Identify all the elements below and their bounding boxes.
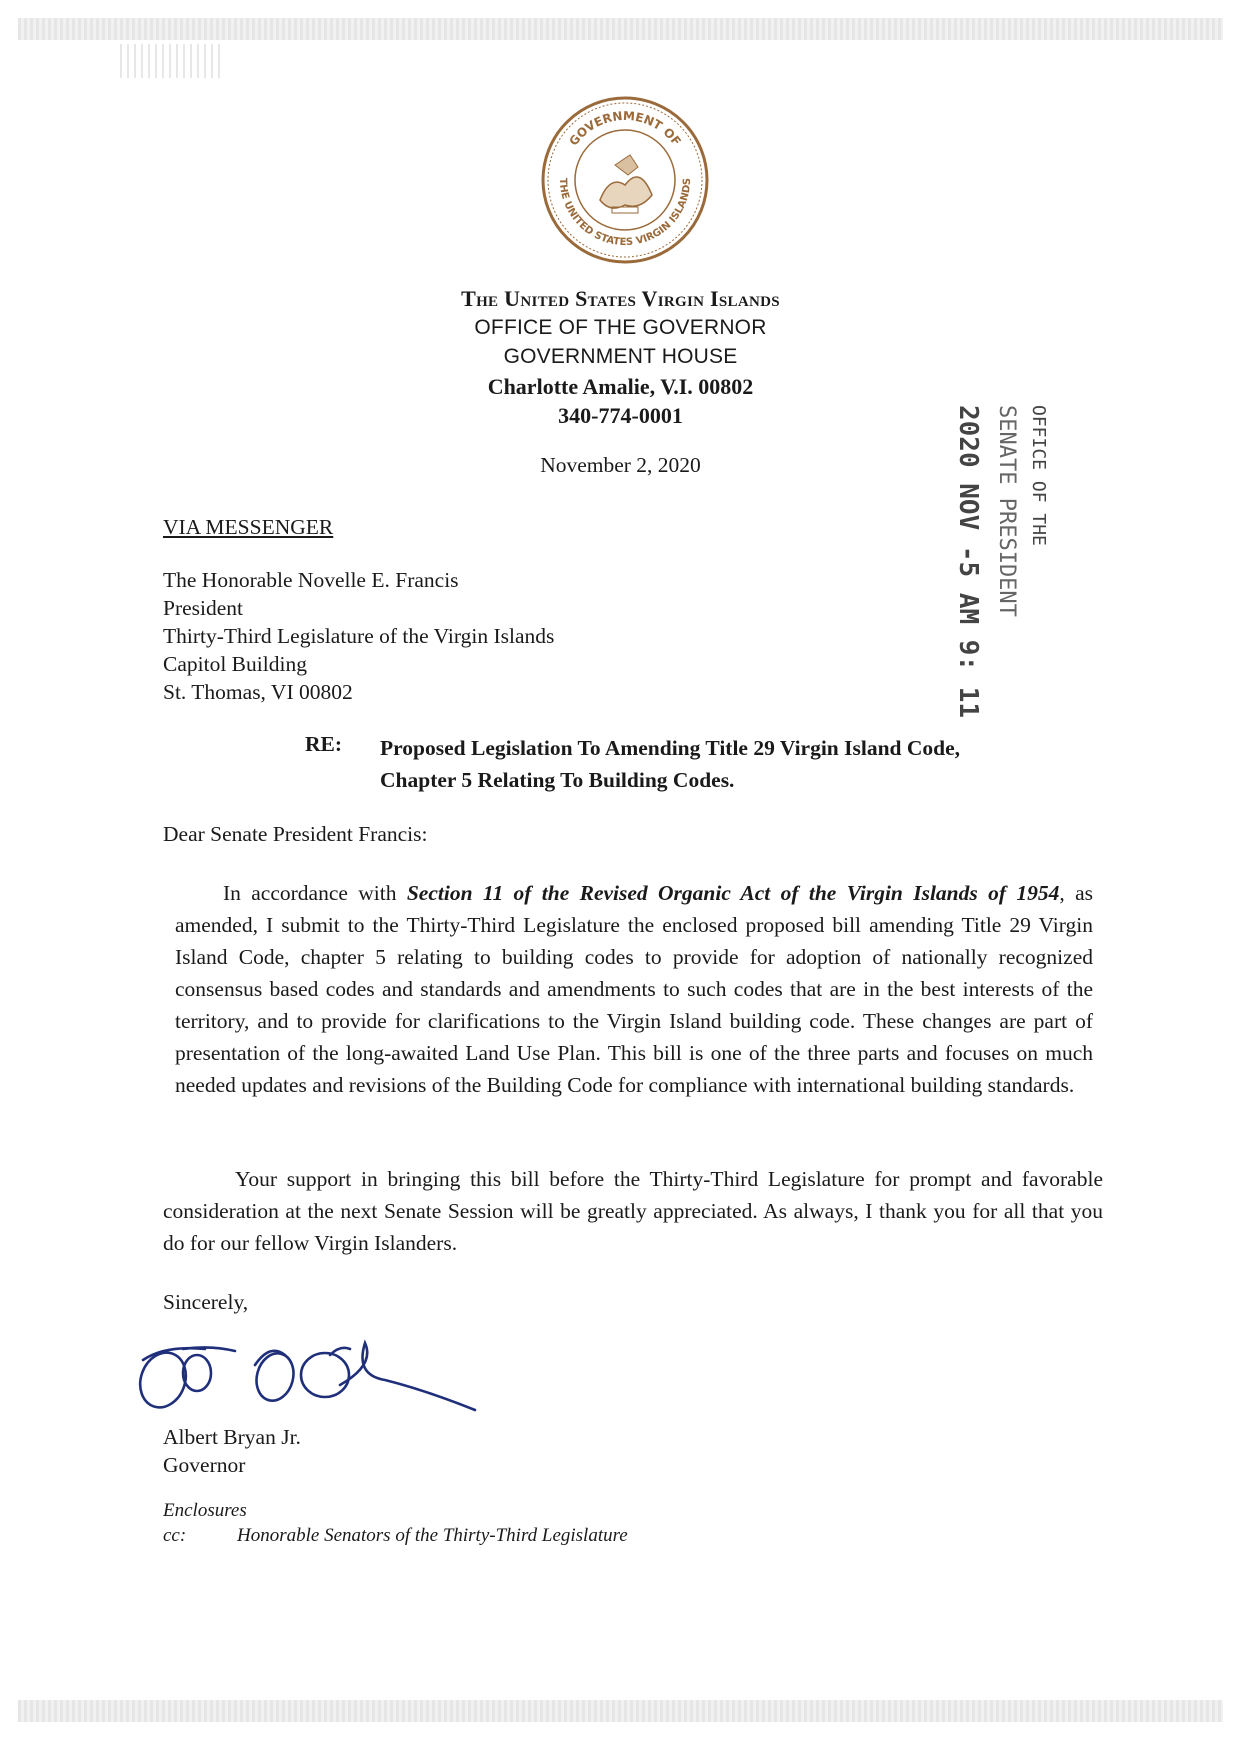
body-paragraph-1 xyxy=(175,877,1093,1101)
re-line-1: Proposed Legislation To Amending Title 29 Virgin Island Code, xyxy=(380,736,961,760)
seal-text-bottom: THE UNITED STATES VIRGIN ISLANDS xyxy=(556,177,694,249)
recipient-title: President xyxy=(163,596,244,620)
cc-label: cc: xyxy=(163,1525,187,1546)
recipient-building: Capitol Building xyxy=(163,652,307,676)
closing: Sincerely, xyxy=(163,1290,249,1314)
stamp-line-3: 2020 NOV -5 AM 9: 11 xyxy=(953,405,983,719)
recipient-org: Thirty-Third Legislature of the Virgin Islands xyxy=(163,624,555,648)
signer-title: Governor xyxy=(163,1453,246,1477)
seal-text-top: GOVERNMENT OF xyxy=(566,108,684,149)
body1-emphasis: Section 11 of the Revised Organic Act of the Virgin Islands of 1954 xyxy=(406,881,1060,905)
letterhead-house: GOVERNMENT HOUSE xyxy=(503,345,738,368)
body1-rest: , as amended, I submit to the Thirty-Third Legislature the enclosed proposed bill amending Title 29 Virgin Island Code, chapter 5 relating to building codes to provide for adoption of nationally recognized consensus based codes and standards and amendments to such codes that are in the best interests of the territory, and to provide for clarifications to the Virgin Island building code. These changes are part of presentation of the long-awaited Land Use Plan. This bill is one of the three parts and focuses on much needed updates and revisions of the Building Code for compliance with international building standards. xyxy=(175,881,1093,1097)
scan-edge-top xyxy=(18,18,1223,40)
re-subject xyxy=(380,732,1100,796)
recipient-name: The Honorable Novelle E. Francis xyxy=(163,568,459,592)
body1-lead: In accordance with xyxy=(223,881,407,905)
signature xyxy=(135,1335,485,1420)
letter-date: November 2, 2020 xyxy=(540,453,701,477)
government-seal xyxy=(540,95,710,265)
letterhead-city: Charlotte Amalie, V.I. 00802 xyxy=(487,374,754,399)
re-line-2: Chapter 5 Relating To Building Codes. xyxy=(380,768,735,792)
body-paragraph-2: Your support in bringing this bill before the Thirty-Third Legislature for prompt and favorable consideration at the next Senate Session will be greatly appreciated. As always, I thank you for all that you do for our fellow Virgin Islanders. xyxy=(163,1167,1103,1255)
delivery-method: VIA MESSENGER xyxy=(163,515,334,539)
letterhead-phone: 340-774-0001 xyxy=(558,403,683,428)
scan-edge-bottom xyxy=(18,1700,1223,1722)
re-label: RE: xyxy=(305,732,343,756)
cc-recipients: Honorable Senators of the Thirty-Third Legislature xyxy=(237,1525,628,1546)
enclosures-label: Enclosures xyxy=(163,1500,247,1521)
letterhead-office: OFFICE OF THE GOVERNOR xyxy=(474,316,767,339)
signer-name: Albert Bryan Jr. xyxy=(163,1425,301,1449)
scan-smudge xyxy=(120,44,220,78)
stamp-line-1: OFFICE OF THE xyxy=(1028,405,1049,546)
stamp-line-2: SENATE PRESIDENT xyxy=(994,405,1019,617)
letterhead-title: The United States Virgin Islands xyxy=(461,286,780,311)
recipient-city: St. Thomas, VI 00802 xyxy=(163,680,353,704)
salutation: Dear Senate President Francis: xyxy=(163,822,428,846)
